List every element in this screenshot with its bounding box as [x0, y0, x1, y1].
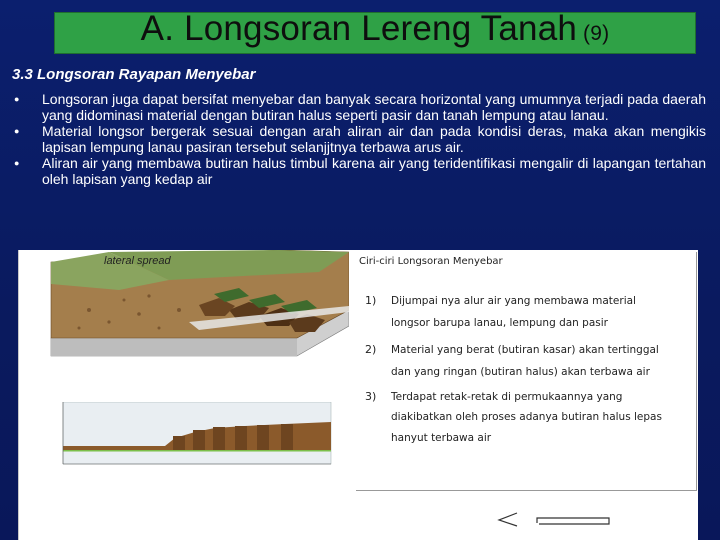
bullet-text: Aliran air yang membawa butiran halus timbul karena air yang teridentifikasi mengalir di lapangan tertahan oleh lapisan yang kedap air — [42, 155, 706, 187]
bullet-text: Longsoran juga dapat bersifat menyebar dan banyak secara horizontal yang umumnya terjadi pada daerah yang didominasi material dengan butiran halus seperti pasir dan tanah lempung atau lanau. — [42, 91, 706, 123]
cross-section-diagram — [45, 402, 345, 477]
feature-text-line: dan yang ringan (butiran halus) akan terbawa air — [391, 366, 650, 378]
lateral-spread-diagram — [49, 250, 349, 370]
title-bar — [54, 9, 696, 54]
bullet-icon: ● — [14, 158, 20, 168]
feature-number: 2) — [365, 343, 377, 356]
feature-number: 1) — [365, 294, 377, 307]
content-panel — [18, 250, 698, 540]
slide-title — [141, 9, 610, 49]
bullet-icon: ● — [14, 126, 20, 136]
slide-title-main: A. Longsoran Lereng Tanah — [140, 9, 578, 48]
arrow-marks — [489, 508, 619, 528]
slide-title-number: (9) — [583, 22, 610, 45]
features-title: Ciri-ciri Longsoran Menyebar — [359, 256, 503, 267]
bullet-item — [12, 155, 706, 187]
bullet-list — [12, 91, 706, 187]
feature-text-line: Dijumpai nya alur air yang membawa material — [391, 295, 636, 307]
feature-number: 3) — [365, 390, 377, 403]
figure-caption: lateral spread — [104, 255, 171, 267]
feature-text-line: Material yang berat (butiran kasar) akan tertinggal — [391, 344, 659, 356]
feature-text-line: hanyut terbawa air — [391, 432, 492, 444]
bullet-item — [12, 91, 706, 123]
bullet-text: Material longsor bergerak sesuai dengan arah aliran air dan pada kondisi deras, maka akan mengikis lapisan lempung lanau pasiran tersebut selanjjtnya terbawa arus air. — [42, 123, 706, 155]
feature-text-line: diakibatkan oleh proses adanya butiran halus lepas — [391, 411, 662, 423]
section-subheading: 3.3 Longsoran Rayapan Menyebar — [12, 66, 256, 83]
bullet-icon: ● — [14, 94, 20, 104]
bullet-item — [12, 123, 706, 155]
feature-text-line: longsor barupa lanau, lempung dan pasir — [391, 317, 608, 329]
feature-text-line: Terdapat retak-retak di permukaannya yang — [391, 391, 623, 403]
